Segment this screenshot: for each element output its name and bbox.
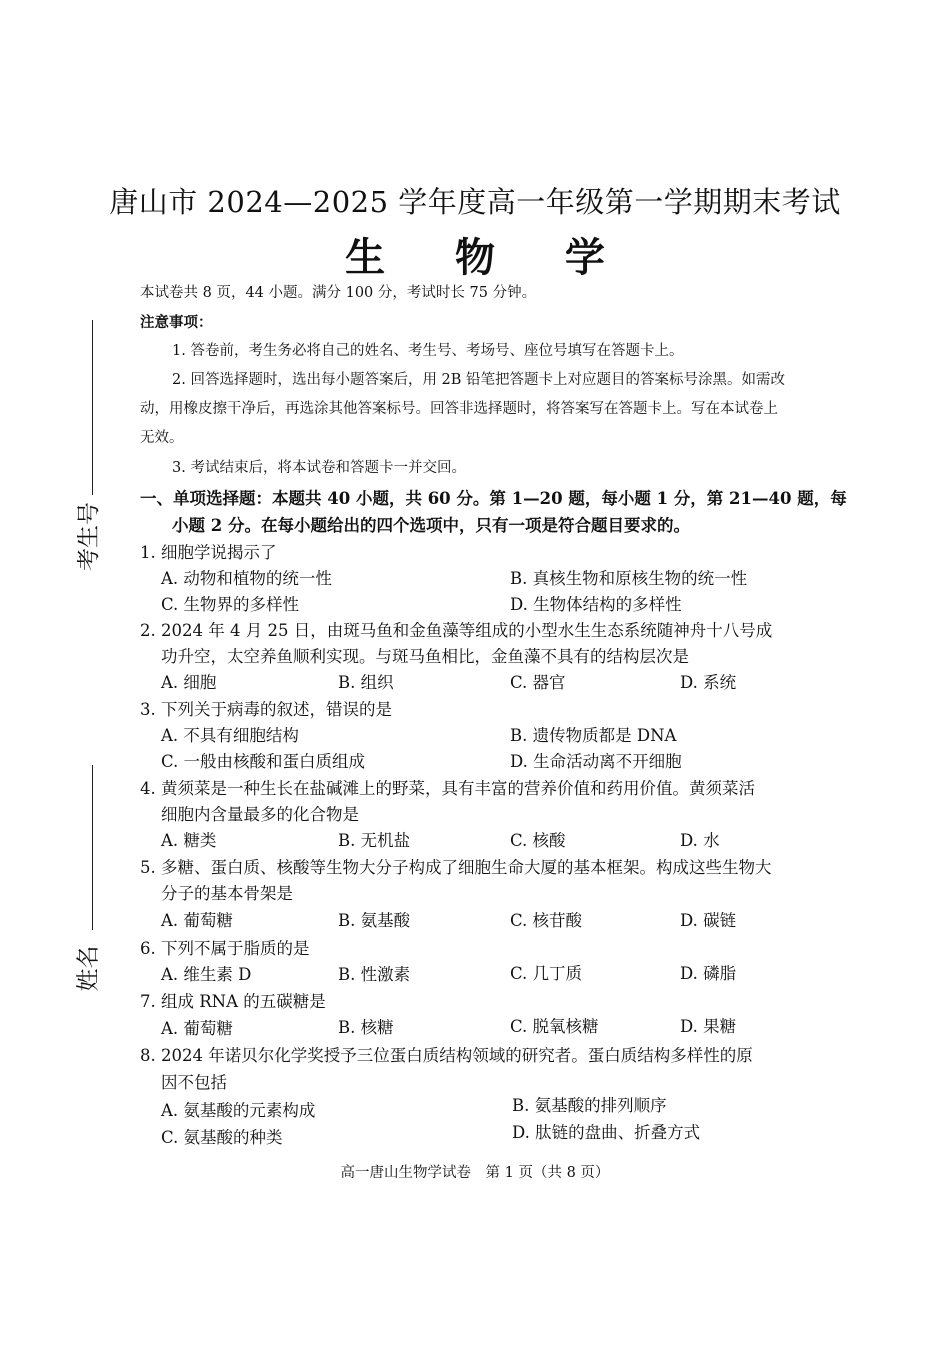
- q6-option-b: B. 性激素: [338, 965, 411, 984]
- q7-option-d: D. 果糖: [680, 1017, 737, 1036]
- q5-stem-line-1: 5. 多糖、蛋白质、核酸等生物大分子构成了细胞生命大厦的基本框架。构成这些生物大: [140, 858, 772, 877]
- q6-option-d: D. 磷脂: [680, 964, 737, 983]
- q4-option-a: A. 糖类: [161, 831, 217, 850]
- q6-stem: 6. 下列不属于脂质的是: [140, 939, 310, 958]
- q1-option-c: C. 生物界的多样性: [161, 595, 300, 614]
- q8-option-d: D. 肽链的盘曲、折叠方式: [512, 1123, 701, 1142]
- q4-stem-line-2: 细胞内含量最多的化合物是: [161, 805, 359, 824]
- exam-info: 本试卷共 8 页，44 小题。满分 100 分，考试时长 75 分钟。: [140, 285, 537, 301]
- q7-option-b: B. 核糖: [338, 1018, 394, 1037]
- exam-number-label: 考生号: [76, 502, 102, 571]
- q5-option-a: A. 葡萄糖: [161, 911, 233, 930]
- q3-option-c: C. 一般由核酸和蛋白质组成: [161, 752, 366, 771]
- q4-option-d: D. 水: [680, 831, 720, 850]
- q8-stem-line-1: 8. 2024 年诺贝尔化学奖授予三位蛋白质结构领域的研究者。蛋白质结构多样性的原: [140, 1046, 753, 1065]
- q8-option-b: B. 氨基酸的排列顺序: [512, 1096, 667, 1115]
- q5-stem-line-2: 分子的基本骨架是: [161, 884, 293, 903]
- q2-option-d: D. 系统: [680, 673, 737, 692]
- q4-stem-line-1: 4. 黄须菜是一种生长在盐碱滩上的野菜，具有丰富的营养价值和药用价值。黄须菜活: [140, 779, 755, 798]
- name-label: 姓名: [75, 945, 102, 992]
- q8-option-a: A. 氨基酸的元素构成: [161, 1101, 316, 1120]
- section-heading-line-1: 一、单项选择题：本题共 40 小题，共 60 分。第 1—20 题，每小题 1 分，第 21—40 题，每: [140, 489, 847, 508]
- note-3: 3. 考试结束后，将本试卷和答题卡一并交回。: [172, 460, 466, 476]
- q2-option-a: A. 细胞: [161, 673, 217, 692]
- q4-option-c: C. 核酸: [510, 831, 566, 850]
- section-heading-line-2: 小题 2 分。在每小题给出的四个选项中，只有一项是符合题目要求的。: [172, 516, 690, 535]
- q3-option-d: D. 生命活动离不开细胞: [510, 752, 682, 771]
- q6-option-a: A. 维生素 D: [161, 965, 252, 984]
- exam-title: 唐山市 2024—2025 学年度高一年级第一学期期末考试: [109, 185, 841, 219]
- q6-option-c: C. 几丁质: [510, 964, 583, 983]
- note-2-line-1: 2. 回答选择题时，选出每小题答案后，用 2B 铅笔把答题卡上对应题目的答案标号涂黑。如需改: [172, 372, 786, 388]
- q3-option-a: A. 不具有细胞结构: [161, 726, 299, 745]
- q2-stem-line-1: 2. 2024 年 4 月 25 日，由斑马鱼和金鱼藻等组成的小型水生生态系统随神舟十八号成: [140, 621, 773, 640]
- note-2-line-3: 无效。: [140, 430, 184, 446]
- q7-option-c: C. 脱氧核糖: [510, 1017, 599, 1036]
- q5-option-d: D. 碳链: [680, 911, 737, 930]
- q5-option-c: C. 核苷酸: [510, 911, 583, 930]
- q1-stem: 1. 细胞学说揭示了: [140, 543, 277, 562]
- page-footer: 高一唐山生物学试卷 第 1 页（共 8 页）: [340, 1165, 610, 1181]
- subject-title: 生 物 学: [345, 234, 633, 281]
- q3-stem: 3. 下列关于病毒的叙述，错误的是: [140, 700, 392, 719]
- q7-option-a: A. 葡萄糖: [161, 1019, 233, 1038]
- note-1: 1. 答卷前，考生务必将自己的姓名、考生号、考场号、座位号填写在答题卡上。: [172, 343, 684, 359]
- q7-stem: 7. 组成 RNA 的五碳糖是: [140, 992, 326, 1011]
- q4-option-b: B. 无机盐: [338, 831, 411, 850]
- q2-option-c: C. 器官: [510, 673, 566, 692]
- q8-option-c: C. 氨基酸的种类: [161, 1128, 283, 1147]
- q2-option-b: B. 组织: [338, 673, 394, 692]
- exam-number-line: [92, 320, 93, 495]
- q3-option-b: B. 遗传物质都是 DNA: [510, 726, 677, 745]
- q5-option-b: B. 氨基酸: [338, 911, 411, 930]
- q8-stem-line-2: 因不包括: [161, 1073, 227, 1092]
- q2-stem-line-2: 功升空，太空养鱼顺利实现。与斑马鱼相比，金鱼藻不具有的结构层次是: [161, 647, 689, 666]
- note-2-line-2: 动，用橡皮擦干净后，再选涂其他答案标号。回答非选择题时，将答案写在答题卡上。写在本试卷上: [140, 401, 778, 417]
- name-line: [92, 765, 93, 930]
- notes-title: 注意事项：: [140, 314, 213, 331]
- q1-option-b: B. 真核生物和原核生物的统一性: [510, 569, 748, 588]
- q1-option-d: D. 生物体结构的多样性: [510, 595, 682, 614]
- q1-option-a: A. 动物和植物的统一性: [161, 569, 332, 588]
